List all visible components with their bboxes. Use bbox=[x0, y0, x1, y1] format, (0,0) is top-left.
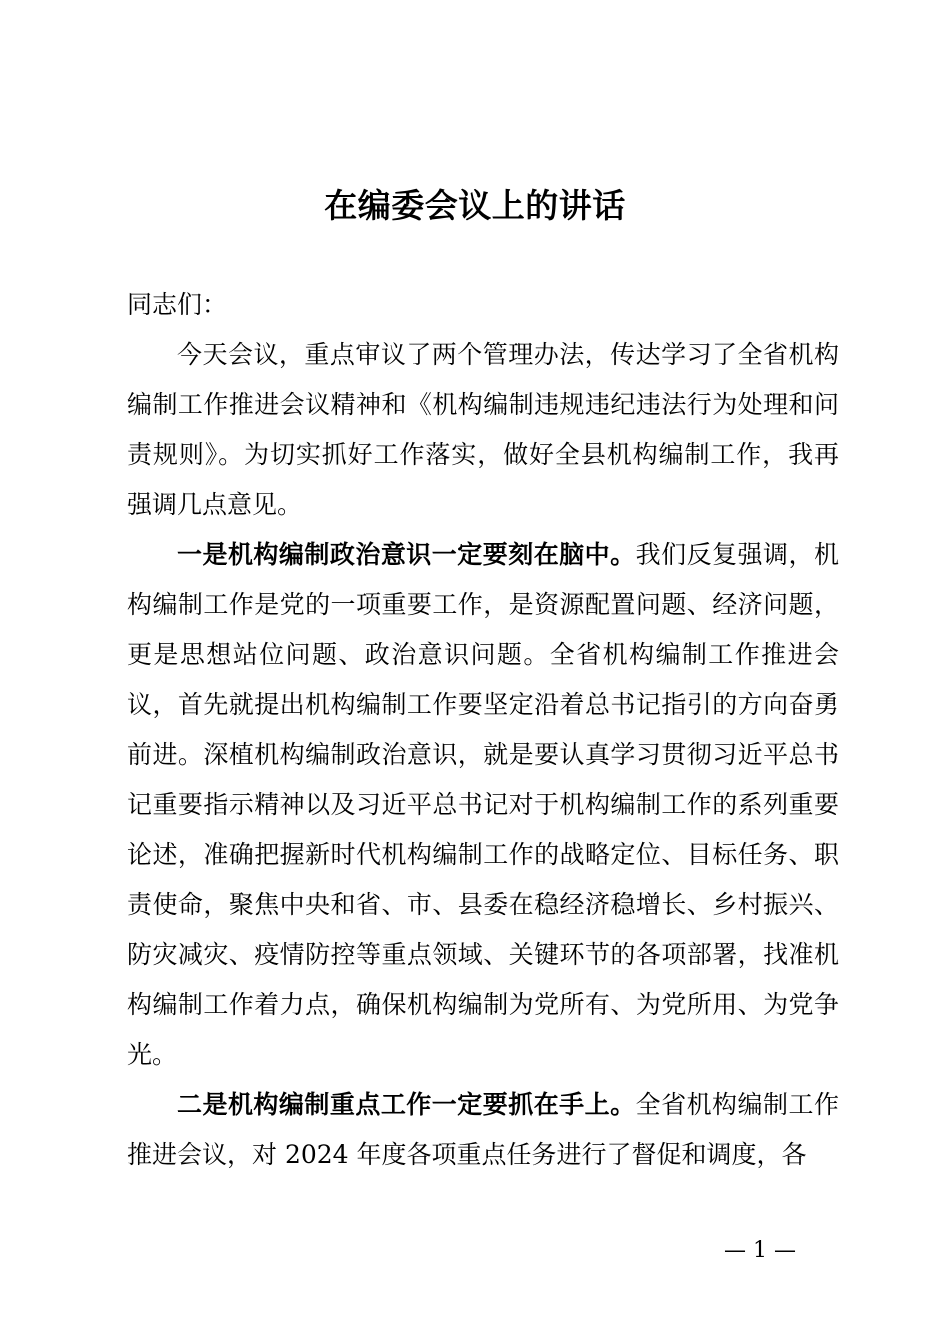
document-body bbox=[127, 280, 839, 1180]
point-two-lead: 二是机构编制重点工作一定要抓在手上。 bbox=[177, 1090, 636, 1119]
intro-paragraph: 今天会议，重点审议了两个管理办法，传达学习了全省机构编制工作推进会议精神和《机构编制违规违纪违法行为处理和问责规则》。为切实抓好工作落实，做好全县机构编制工作，我再强调几点意见。 bbox=[127, 340, 839, 519]
salutation: 同志们： bbox=[127, 290, 228, 319]
point-one-paragraph bbox=[127, 530, 839, 1080]
document-title: 在编委会议上的讲话 bbox=[324, 186, 626, 225]
page-number: — 1 — bbox=[724, 1238, 796, 1263]
point-two-text: 全省机构编制工作推进会议，对 2024 年度各项重点任务进行了督促和调度，各 bbox=[127, 1090, 839, 1169]
point-one-lead: 一是机构编制政治意识一定要刻在脑中。 bbox=[177, 540, 636, 569]
point-two-paragraph bbox=[127, 1080, 839, 1180]
point-one-text: 我们反复强调，机构编制工作是党的一项重要工作，是资源配置问题、经济问题，更是思想站位问题、政治意识问题。全省机构编制工作推进会议，首先就提出机构编制工作要坚定沿着总书记指引的方向奋勇前进。深植机构编制政治意识，就是要认真学习贯彻习近平总书记重要指示精神以及习近平总书记对于机构编制工作的系列重要论述，准确把握新时代机构编制工作的战略定位、目标任务、职责使命，聚焦中央和省、市、县委在稳经济稳增长、乡村振兴、防灾减灾、疫情防控等重点领域、关键环节的各项部署，找准机构编制工作着力点，确保机构编制为党所有、为党所用、为党争光。 bbox=[127, 540, 839, 1069]
